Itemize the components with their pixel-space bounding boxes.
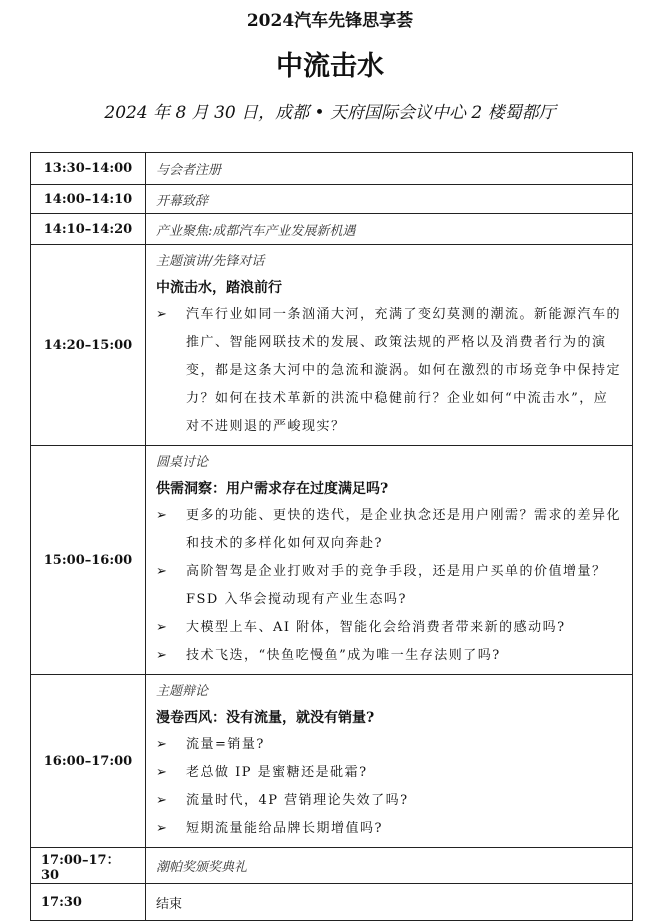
session: 开幕致辞	[146, 185, 633, 214]
session-category: 主题辩论	[156, 684, 209, 699]
bullet: ➢ 大模型上车、AI 附体，智能化会给消费者带来新的感动吗?	[156, 614, 622, 642]
session-topic: 中流击水，踏浪前行	[156, 280, 282, 296]
session: 与会者注册	[146, 153, 633, 185]
agenda-row	[31, 153, 633, 185]
bullet: ➢ 高阶智驾是企业打败对手的竞争手段，还是用户买单的价值增量？FSD 入华会搅动现有产业生态吗?	[156, 558, 622, 614]
agenda-row	[31, 446, 633, 675]
date-venue: 2024 年 8 月 30 日，成都 • 天府国际会议中心 2 楼蜀都厅	[104, 103, 556, 123]
bullet: ➢ 短期流量能给品牌长期增值吗?	[156, 815, 622, 843]
agenda-table	[30, 152, 633, 921]
time: 15:00–16:00	[31, 446, 146, 675]
time: 17:00–17：30	[31, 848, 146, 884]
event-name: 2024汽车先锋思享荟	[246, 11, 414, 31]
session: 产业聚焦:成都汽车产业发展新机遇	[146, 214, 633, 245]
bullet: ➢ 老总做 IP 是蜜糖还是砒霜?	[156, 759, 622, 787]
bullet: ➢ 更多的功能、更快的迭代，是企业执念还是用户刚需？需求的差异化和技术的多样化如何双向奔赴?	[156, 502, 622, 558]
session-category: 圆桌讨论	[156, 455, 209, 470]
time: 16:00–17:00	[31, 675, 146, 848]
time: 13:30–14:00	[31, 153, 146, 185]
session: 结束	[146, 884, 633, 921]
session-topic: 漫卷西风：没有流量，就没有销量?	[156, 710, 375, 726]
bullet: ➢ 汽车行业如同一条汹涌大河，充满了变幻莫测的潮流。新能源汽车的推广、智能网联技术的发展、政策法规的严格以及消费者行为的演变，都是这条大河中的急流和漩涡。如何在激烈的市场竞争中保持定力？如何在技术革新的洪流中稳健前行？企业如何“中流击水”，应对不进则退的严峻现实？	[156, 301, 622, 441]
session: 潮帕奖颁奖典礼	[146, 848, 633, 884]
time: 14:20–15:00	[31, 245, 146, 446]
agenda-row	[31, 884, 633, 921]
bullet: ➢ 技术飞迭，“快鱼吃慢鱼”成为唯一生存法则了吗?	[156, 642, 622, 670]
bullet: ➢ 流量时代，4P 营销理论失效了吗?	[156, 787, 622, 815]
agenda-row	[31, 214, 633, 245]
time: 14:10–14:20	[31, 214, 146, 245]
time: 14:00–14:10	[31, 185, 146, 214]
session-topic: 供需洞察：用户需求存在过度满足吗?	[156, 481, 389, 497]
agenda-row	[31, 675, 633, 848]
session-category: 主题演讲/先锋对话	[156, 254, 265, 269]
bullet: ➢ 流量=销量?	[156, 731, 622, 759]
time: 17:30	[31, 884, 146, 921]
agenda-row	[31, 185, 633, 214]
page-title: 中流击水	[276, 51, 384, 82]
agenda-row	[31, 848, 633, 884]
agenda-row	[31, 245, 633, 446]
